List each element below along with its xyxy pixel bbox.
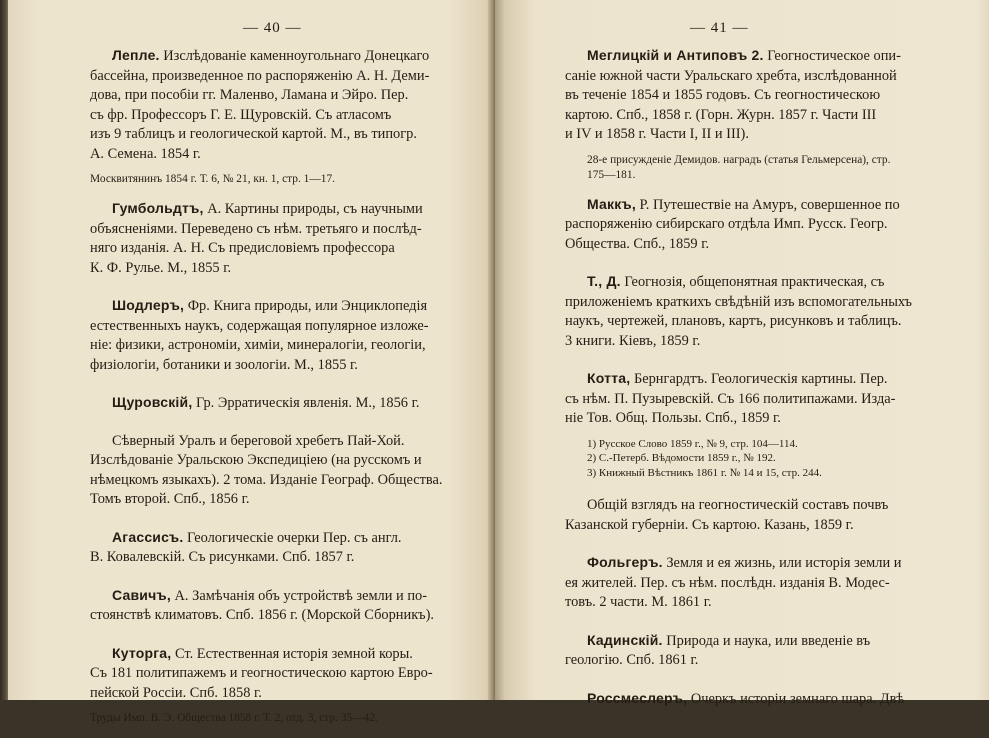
entry-line: Сѣверный Уралъ и береговой хребетъ Пай-Хой.	[112, 432, 405, 449]
page-body	[565, 46, 936, 717]
bibliography-entry	[565, 689, 936, 710]
entry-line: геологію. Спб. 1861 г.	[565, 652, 699, 668]
entry-line: Геогнозія, общепонятная практическая, съ	[624, 274, 885, 290]
bibliography-entry	[90, 586, 458, 626]
entry-line: 3 книги. Кіевъ, 1859 г.	[565, 332, 701, 349]
entry-line: бассейна, произведенное по распоряженію А. Н. Деми-	[90, 67, 430, 84]
entry-line: ніе Тов. Общ. Пользы. Спб., 1859 г.	[565, 410, 781, 426]
entry-line: Бернгардтъ. Геологическія картины. Пер.	[633, 371, 888, 387]
bibliography-entry	[565, 272, 936, 351]
entry-line: ея жителей. Пер. съ нѣм. послѣдн. изданія В. Модес-	[565, 574, 890, 591]
entry-line: физіологіи, ботаники и зоологіи. М., 1855 г.	[90, 356, 358, 373]
bibliography-entry	[90, 644, 458, 704]
entry-author: Куторга,	[112, 644, 172, 661]
entry-line: Изслѣдованіе Уральскою Экспедиціею (на русскомъ и	[90, 452, 422, 468]
entry-line: пейской Россіи. Спб. 1858 г.	[90, 684, 262, 701]
bibliography-entry	[90, 296, 458, 375]
entry-line: ніе: физики, астрономіи, химіи, минералогіи, геологіи,	[90, 337, 426, 353]
bibliography-entry	[565, 369, 936, 429]
entry-line: Геогностическое опи-	[767, 48, 901, 64]
page-number: — 41 —	[690, 20, 749, 36]
entry-line: товъ. 2 части. М. 1861 г.	[565, 594, 712, 610]
bibliography-entry	[90, 46, 458, 164]
entry-line: Фр. Книга природы, или Энциклопедія	[187, 298, 428, 314]
page-number: — 40 —	[243, 20, 302, 36]
entry-author: Котта,	[587, 370, 631, 386]
entry-line: въ теченіе 1854 и 1855 годовъ. Съ геогностическою	[565, 87, 881, 103]
entry-author: Шодлеръ,	[112, 297, 185, 313]
entry-author: Меглицкій и Антиповъ 2.	[587, 47, 764, 63]
entry-line: Геологическіе очерки Пер. съ англ.	[187, 529, 402, 546]
entry-line: А. Картины природы, съ научными	[207, 201, 423, 217]
note-line: 1) Русское Слово 1859 г., № 9, стр. 104—114.	[587, 437, 798, 450]
entry-line: К. Ф. Рулье. М., 1855 г.	[90, 259, 232, 276]
entry-line: съ нѣм. П. Пузыревскій. Съ 166 политипажами. Изда-	[565, 390, 896, 407]
entry-line: Ст. Естественная исторія земной коры.	[175, 645, 413, 662]
entry-line: Томъ второй. Спб., 1856 г.	[90, 491, 250, 507]
entry-line: Съ 181 политипажемъ и геогностическою картою Евро-	[90, 665, 433, 681]
entry-line: Гр. Эрратическія явленія. М., 1856 г.	[196, 395, 420, 411]
page-body	[90, 46, 458, 738]
bibliography-entry	[90, 528, 458, 568]
entry-author: Агассисъ.	[112, 528, 184, 545]
entry-author: Савичъ,	[112, 586, 171, 603]
note-line: 3) Книжный Вѣстникъ 1861 г. № 14 и 15, стр. 244.	[587, 466, 822, 479]
entry-author: Россмеслеръ,	[587, 689, 688, 706]
bibliography-entry	[565, 46, 936, 145]
entry-author: Кадинскій.	[587, 631, 663, 648]
entry-line: съ фр. Профессоръ Г. Е. Щуровскій. Съ атласомъ	[90, 106, 392, 123]
entry-line: Изслѣдованіе каменноугольнаго Донецкаго	[163, 48, 430, 64]
bibliography-entry	[565, 496, 936, 535]
entry-line: Земля и ея жизнь, или исторія земли и	[666, 555, 902, 571]
entry-line: изъ 9 таблицъ и геологической картой. М., въ типогр.	[90, 126, 417, 142]
entry-line: картою. Спб., 1858 г. (Горн. Журн. 1857 г. Части III	[565, 106, 877, 123]
bibliography-entry	[565, 631, 936, 671]
bibliography-entry	[565, 553, 936, 613]
bibliography-entry	[90, 393, 458, 414]
entry-line: дова, при пособіи гг. Маленво, Ламана и Эйро. Пер.	[90, 87, 409, 103]
entry-source: Москвитянинъ 1854 г. Т. 6, № 21, кн. 1, стр. 1—17.	[90, 173, 335, 185]
entry-line: А. Замѣчанія объ устройствѣ земли и по-	[174, 587, 428, 604]
entry-source: Труды Имп. В. Э. Общества 1858 г. Т. 2, отд. 3, стр. 35—42.	[90, 712, 378, 724]
entry-line: Р. Путешествіе на Амуръ, совершенное по	[639, 196, 900, 213]
entry-line: саніе южной части Уральскаго хребта, изслѣдованной	[565, 67, 897, 84]
entry-line: В. Ковалевскій. Съ рисунками. Спб. 1857 г.	[90, 549, 355, 565]
entry-author: Фольгеръ.	[587, 554, 663, 570]
bibliography-entry	[90, 199, 458, 278]
entry-line: нѣмецкомъ языкахъ). 2 тома. Изданіе Географ. Общества.	[90, 471, 443, 488]
entry-author: Щуровскій,	[112, 394, 193, 410]
entry-line: объясненіями. Переведено съ нѣм. третьяго и послѣд-	[90, 220, 422, 237]
entry-line: Природа и наука, или введеніе въ	[666, 632, 871, 649]
note-line: 2) С.-Петерб. Вѣдомости 1859 г., № 192.	[587, 452, 776, 464]
bibliography-entry	[565, 195, 936, 255]
entry-line: Очеркъ исторіи земнаго шара. Двѣ	[690, 690, 905, 707]
entry-line: приложеніемъ краткихъ свѣдѣній изъ вспомогательныхъ	[565, 293, 912, 310]
left-page	[8, 0, 495, 724]
entry-line: Казанской губерніи. Съ картою. Казань, 1859 г.	[565, 516, 854, 533]
bibliography-entry	[90, 432, 458, 510]
entry-line: няго изданія. А. Н. Съ предисловіемъ профессора	[90, 240, 395, 256]
entry-notes	[587, 437, 936, 481]
entry-author: Лепле.	[112, 47, 160, 63]
entry-author: Маккъ,	[587, 195, 636, 212]
entry-author: Гумбольдтъ,	[112, 200, 204, 216]
entry-line: естественныхъ наукъ, содержащая популярное изложе-	[90, 317, 429, 334]
entry-line: Общій взглядъ на геогностическій составъ почвъ	[587, 497, 889, 513]
entry-line: А. Семена. 1854 г.	[90, 145, 201, 162]
entry-line: наукъ, чертежей, плановъ, картъ, рисунковъ и таблицъ.	[565, 313, 902, 329]
entry-line: распоряженію сибирскаго отдѣла Имп. Русск. Геогр.	[565, 216, 888, 232]
entry-line: и IV и 1858 г. Части I, II и III).	[565, 126, 749, 142]
right-page	[495, 0, 989, 707]
entry-author: Т., Д.	[587, 273, 621, 289]
entry-source: 28-е присужденіе Демидов. наградъ (статья Гельмерсена), стр. 175—181.	[587, 153, 891, 181]
entry-line: стоянствѣ климатовъ. Спб. 1856 г. (Морской Сборникъ).	[90, 607, 435, 623]
entry-line: Общества. Спб., 1859 г.	[565, 235, 710, 252]
